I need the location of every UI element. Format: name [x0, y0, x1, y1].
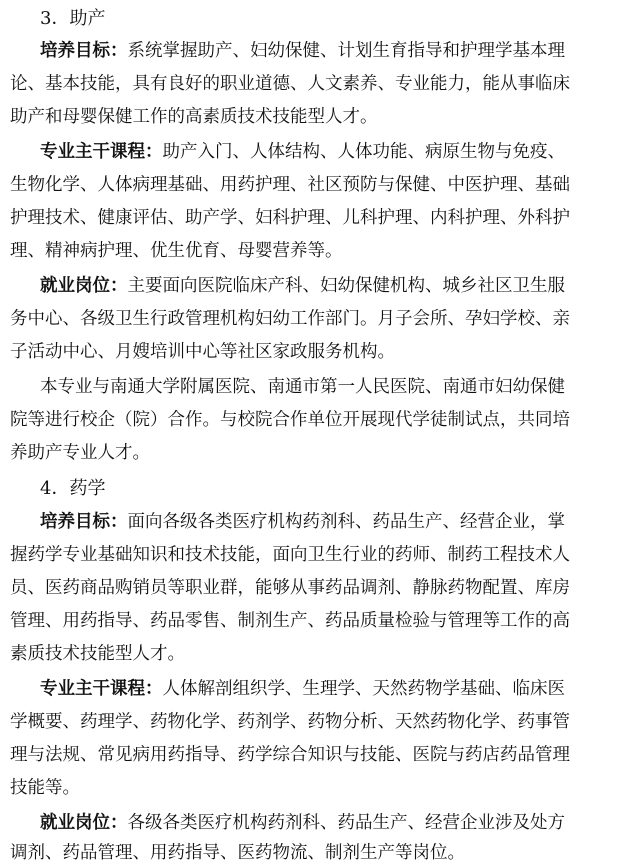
paragraph-line: 院等进行校企（院）合作。与校院合作单位开展现代学徒制试点，共同培 [10, 410, 570, 430]
paragraph-goal-line [40, 36, 610, 66]
paragraph-line: 论、基本技能，具有良好的职业道德、人文素养、专业能力，能从事临床 [10, 74, 570, 94]
paragraph-line: 技能等。 [10, 778, 80, 798]
job-text: 各级各类医疗机构药剂科、药品生产、经营企业涉及处方 [127, 813, 565, 833]
goal-text: 系统掌握助产、妇幼保健、计划生育指导和护理学基本理 [127, 41, 565, 61]
section-heading-pharmacy: 4．药学 [40, 478, 106, 499]
paragraph-line: 调剂、药品管理、用药指导、医药物流、制剂生产等岗位。 [10, 843, 465, 863]
paragraph-coop-line: 本专业与南通大学附属医院、南通市第一人民医院、南通市妇幼保健 [40, 377, 565, 397]
paragraph-line: 护理技术、健康评估、助产学、妇科护理、儿科护理、内科护理、外科护 [10, 208, 570, 228]
job-label: 就业岗位： [40, 276, 128, 296]
paragraph-line: 素质技术技能型人才。 [10, 644, 185, 664]
job-text: 主要面向医院临床产科、妇幼保健机构、城乡社区卫生服 [127, 276, 565, 296]
goal-label: 培养目标： [40, 512, 128, 532]
paragraph-line: 理、精神病护理、优生优育、母婴营养等。 [10, 241, 343, 261]
paragraph-line: 理与法规、常见病用药指导、药学综合知识与技能、医院与药店药品管理 [10, 745, 570, 765]
paragraph-line: 生物化学、人体病理基础、用药护理、社区预防与保健、中医护理、基础 [10, 175, 570, 195]
goal-text: 面向各级各类医疗机构药剂科、药品生产、经营企业，掌 [127, 512, 565, 532]
paragraph-goal-line [40, 507, 610, 537]
paragraph-line: 助产和母婴保健工作的高素质技术技能型人才。 [10, 107, 378, 127]
paragraph-line: 养助产专业人才。 [10, 443, 150, 463]
paragraph-line: 子活动中心、月嫂培训中心等社区家政服务机构。 [10, 342, 395, 362]
paragraph-course-line [40, 674, 610, 704]
paragraph-line: 务中心、各级卫生行政管理机构妇幼工作部门。月子会所、孕妇学校、亲 [10, 309, 570, 329]
course-label: 专业主干课程： [40, 142, 163, 162]
section-heading-midwifery: 3．助产 [40, 8, 106, 29]
paragraph-line: 握药学专业基础知识和技术技能，面向卫生行业的药师、制药工程技术人 [10, 545, 570, 565]
paragraph-line: 管理、用药指导、药品零售、制剂生产、药品质量检验与管理等工作的高 [10, 611, 570, 631]
paragraph-job-line [40, 271, 610, 301]
goal-label: 培养目标： [40, 41, 128, 61]
course-text: 助产入门、人体结构、人体功能、病原生物与免疫、 [162, 142, 565, 162]
course-text: 人体解剖组织学、生理学、天然药物学基础、临床医 [162, 679, 565, 699]
paragraph-job-line [40, 808, 610, 838]
paragraph-line: 员、医药商品购销员等职业群，能够从事药品调剂、静脉药物配置、库房 [10, 578, 570, 598]
paragraph-line: 学概要、药理学、药物化学、药剂学、药物分析、天然药物化学、药事管 [10, 712, 570, 732]
job-label: 就业岗位： [40, 813, 128, 833]
course-label: 专业主干课程： [40, 679, 163, 699]
paragraph-course-line [40, 137, 610, 167]
